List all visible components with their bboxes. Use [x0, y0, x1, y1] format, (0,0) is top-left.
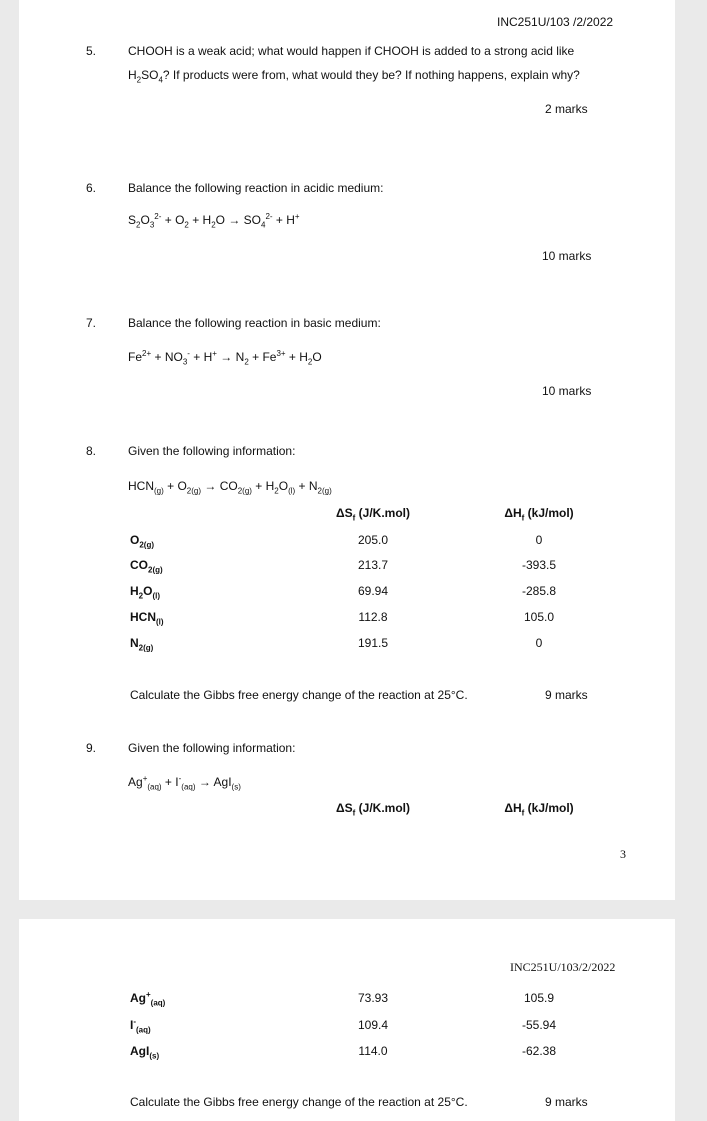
table-cell-enthalpy: -62.38: [521, 1044, 557, 1058]
table-row-label-o2: $O_{2(g)}$: [130, 533, 155, 550]
table-cell-enthalpy: 105.9: [523, 991, 555, 1005]
question-7-equation: $Fe^{2+} + NO_3^- + H^+ \to N_2 + Fe^{3+} + H_2O$: [128, 349, 322, 367]
question-9-instruction: Calculate the Gibbs free energy change of the reaction at 25°C.: [130, 1095, 468, 1109]
table-cell-entropy: 205.0: [357, 533, 389, 547]
question-8-entropy-header: $\Delta S_f$ (J/K.mol): [336, 506, 410, 523]
table-cell-entropy: 109.4: [357, 1018, 389, 1032]
question-6-text: Balance the following reaction in acidic medium:: [128, 181, 384, 195]
question-8-text: Given the following information:: [128, 444, 296, 458]
question-6-number: 6.: [86, 181, 97, 195]
question-9-text: Given the following information:: [128, 741, 296, 755]
document-page-1: [19, 0, 675, 900]
question-7-marks: 10 marks: [542, 384, 592, 398]
question-6-equation: $S_2O_3^{2-} + O_2 + H_2O \to SO_4^{2-} + H^+$: [128, 212, 300, 230]
question-9-entropy-header: $\Delta S_f$ (J/K.mol): [336, 801, 410, 818]
table-cell-enthalpy: -393.5: [521, 558, 557, 572]
page-header: INC251U/103 /2/2022: [497, 15, 614, 29]
question-7-number: 7.: [86, 316, 97, 330]
question-5-line-2: $H_2SO_4$? If products were from, what would they be? If nothing happens, explain why?: [128, 68, 580, 85]
question-8-equation: $HCN_{(g)} + O_{2(g)} \to CO_{2(g)} + H_2O_{(l)} + N_{2(g)}$: [128, 479, 332, 496]
table-row-label-agi: AgI$_{(s)}$: [130, 1044, 160, 1061]
table-cell-entropy: 191.5: [357, 636, 389, 650]
table-row-label-ag: $Ag^+_{(aq)}$: [130, 990, 166, 1008]
table-row-label-co2: $CO_{2(g)}$: [130, 558, 163, 575]
table-row-label-iodide: $I^-_{(aq)}$: [130, 1017, 151, 1035]
table-cell-entropy: 213.7: [357, 558, 389, 572]
question-5-line-1: CHOOH is a weak acid; what would happen if CHOOH is added to a strong acid like: [128, 44, 575, 58]
table-cell-entropy: 112.8: [358, 610, 388, 624]
table-cell-enthalpy: -55.94: [521, 1018, 557, 1032]
page-header: INC251U/103/2/2022: [510, 960, 616, 974]
question-7-text: Balance the following reaction in basic medium:: [128, 316, 381, 330]
table-row-label-n2: $N_{2(g)}$: [130, 636, 154, 653]
table-cell-entropy: 114.0: [358, 1044, 388, 1058]
question-5-marks: 2 marks: [545, 102, 588, 116]
table-cell-entropy: 73.93: [357, 991, 389, 1005]
table-cell-entropy: 69.94: [357, 584, 389, 598]
question-5-number: 5.: [86, 44, 97, 58]
question-9-number: 9.: [86, 741, 97, 755]
question-9-marks: 9 marks: [545, 1095, 588, 1109]
question-8-number: 8.: [86, 444, 97, 458]
question-8-enthalpy-header: $\Delta H_f$ (kJ/mol): [504, 506, 574, 523]
table-cell-enthalpy: -285.8: [521, 584, 557, 598]
question-9-equation: $Ag^+_{(aq)} + I^-_{(aq)} \to AgI_{(s)}$: [128, 774, 241, 792]
question-9-enthalpy-header: $\Delta H_f$ (kJ/mol): [504, 801, 574, 818]
table-cell-enthalpy: 0: [535, 533, 543, 547]
table-cell-enthalpy: 0: [535, 636, 543, 650]
page-number: 3: [620, 847, 626, 861]
table-row-label-hcn: $HCN_{(l)}$: [130, 610, 164, 627]
question-6-marks: 10 marks: [542, 249, 592, 263]
question-8-marks: 9 marks: [545, 688, 588, 702]
document-page-2: [19, 919, 675, 1121]
question-8-instruction: Calculate the Gibbs free energy change of the reaction at 25°C.: [130, 688, 468, 702]
table-row-label-h2o: $H_2O_{(l)}$: [130, 584, 161, 601]
table-cell-enthalpy: 105.0: [523, 610, 555, 624]
